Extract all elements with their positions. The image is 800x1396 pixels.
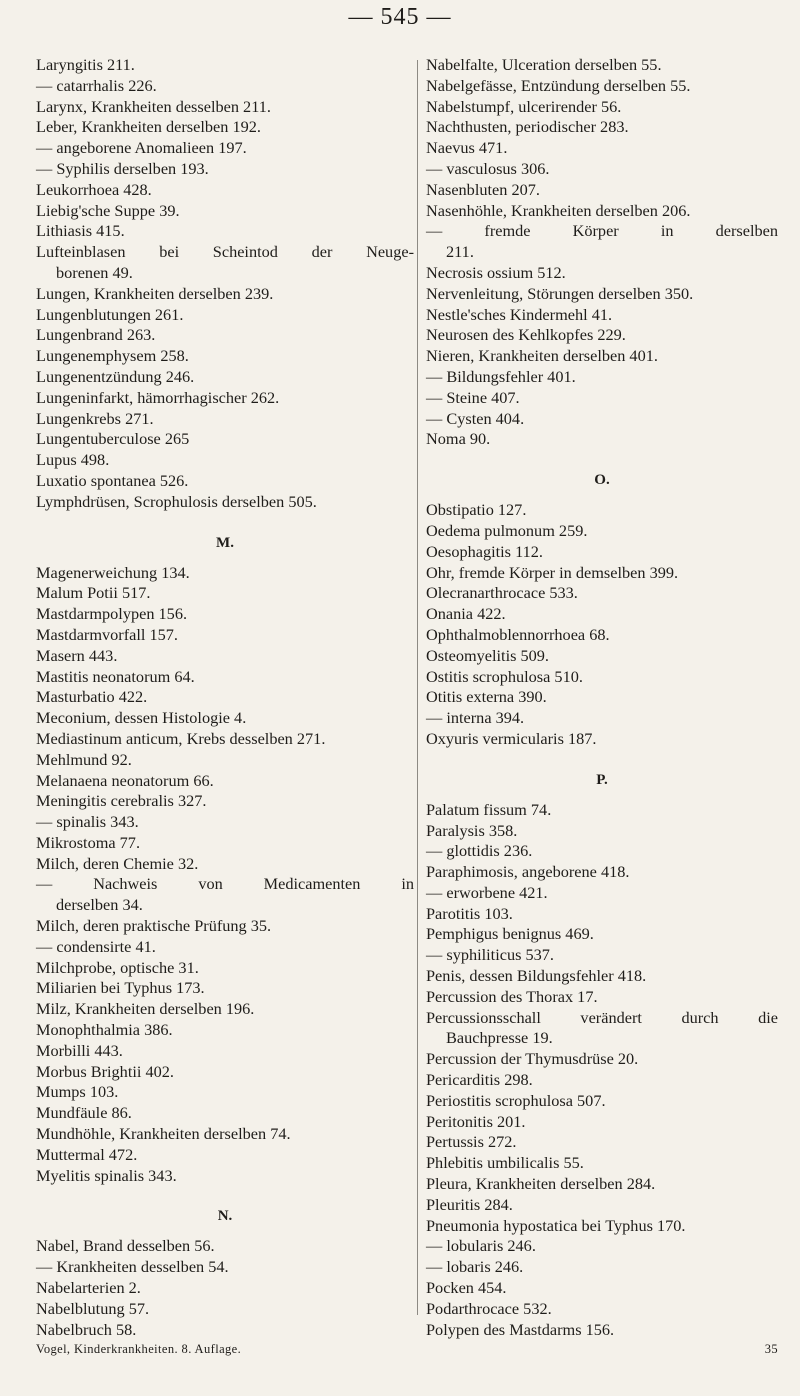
index-entry: Nabelgefässe, Entzündung derselben 55. — [426, 75, 691, 95]
index-entry: Monophthalmia 386. — [36, 1020, 173, 1040]
index-entry: Melanaena neonatorum 66. — [36, 770, 214, 790]
index-entry: — lobaris 246. — [426, 1257, 524, 1277]
index-block-p — [426, 800, 778, 1341]
section-letter-p: P. — [596, 771, 608, 788]
index-entry: Polypen des Mastdarms 156. — [426, 1319, 615, 1339]
index-entry: Oedema pulmonum 259. — [426, 520, 588, 540]
index-entry: derselben 34. — [56, 895, 143, 915]
index-entry: Paraphimosis, angeborene 418. — [426, 862, 630, 882]
index-entry: Neurosen des Kehlkopfes 229. — [426, 325, 626, 345]
index-entry: Osteomyelitis 509. — [426, 645, 550, 665]
signature-row — [426, 1342, 778, 1360]
index-entry: Milchprobe, optische 31. — [36, 957, 199, 977]
index-entry: Olecranarthrocace 533. — [426, 583, 578, 603]
index-block-o — [426, 500, 778, 750]
index-entry: Larynx, Krankheiten desselben 211. — [36, 96, 271, 116]
index-entry: Necrosis ossium 512. — [426, 262, 566, 282]
index-entry: Obstipatio 127. — [426, 500, 527, 520]
index-entry: Liebig'sche Suppe 39. — [36, 200, 180, 220]
index-entry: Onania 422. — [426, 604, 506, 624]
index-entry: — Krankheiten desselben 54. — [36, 1257, 229, 1277]
index-entry: Masern 443. — [36, 645, 118, 665]
section-letter-n: N. — [217, 1208, 233, 1225]
index-entry: Ohr, fremde Körper in demselben 399. — [426, 562, 679, 582]
index-entry: Mastdarmpolypen 156. — [36, 604, 188, 624]
section-letter-o: O. — [594, 472, 610, 489]
index-entry: Periostitis scrophulosa 507. — [426, 1090, 606, 1110]
footer-citation: Vogel, Kinderkrankheiten. 8. Auflage. — [36, 1342, 242, 1357]
index-entry: Penis, dessen Bildungsfehler 418. — [426, 966, 647, 986]
index-entry: Leukorrhoea 428. — [36, 179, 152, 199]
right-column — [426, 55, 778, 1360]
index-entry: — condensirte 41. — [36, 936, 156, 956]
index-block-n-right — [426, 55, 778, 450]
index-entry: — catarrhalis 226. — [36, 75, 157, 95]
index-entry: Nabel, Brand desselben 56. — [36, 1236, 215, 1256]
index-entry: — Bildungsfehler 401. — [426, 366, 576, 386]
index-entry: Lungeninfarkt, hämorrhagischer 262. — [36, 387, 280, 407]
index-entry: Bauchpresse 19. — [446, 1028, 553, 1048]
index-entry: Pleura, Krankheiten derselben 284. — [426, 1174, 656, 1194]
index-entry: 211. — [446, 242, 474, 262]
index-entry: Peritonitis 201. — [426, 1111, 526, 1131]
index-block-m — [36, 563, 414, 1187]
index-entry: — lobularis 246. — [426, 1236, 536, 1256]
index-entry: — Steine 407. — [426, 387, 520, 407]
index-entry: Magenerweichung 134. — [36, 562, 190, 582]
index-entry: Pocken 454. — [426, 1278, 507, 1298]
index-entry: Nachthusten, periodischer 283. — [426, 117, 629, 137]
index-entry: Nestle'sches Kindermehl 41. — [426, 304, 613, 324]
index-entry: Phlebitis umbilicalis 55. — [426, 1153, 584, 1173]
index-entry: Pertussis 272. — [426, 1132, 517, 1152]
index-entry: Mastitis neonatorum 64. — [36, 666, 195, 686]
index-entry: Mastdarmvorfall 157. — [36, 624, 178, 644]
index-entry: — Cysten 404. — [426, 408, 525, 428]
index-entry: Lungentuberculose 265 — [36, 429, 190, 449]
index-entry: Leber, Krankheiten derselben 192. — [36, 117, 261, 137]
index-entry: Paralysis 358. — [426, 820, 518, 840]
index-entry: Nabelstumpf, ulcerirender 56. — [426, 96, 622, 116]
index-entry: Myelitis spinalis 343. — [36, 1165, 177, 1185]
index-entry: Nasenhöhle, Krankheiten derselben 206. — [426, 200, 691, 220]
index-entry: — interna 394. — [426, 708, 525, 728]
index-entry: Milch, deren praktische Prüfung 35. — [36, 916, 272, 936]
index-entry: Percussionsschall verändert durch die — [426, 1007, 778, 1027]
index-entry: Percussion des Thorax 17. — [426, 986, 598, 1006]
index-entry: — glottidis 236. — [426, 841, 533, 861]
index-entry: Nabelfalte, Ulceration derselben 55. — [426, 55, 662, 74]
index-entry: Lungen, Krankheiten derselben 239. — [36, 283, 274, 303]
index-entry: Lupus 498. — [36, 450, 110, 470]
index-entry: — erworbene 421. — [426, 882, 548, 902]
page-number: — 545 — — [348, 4, 452, 30]
index-entry: Laryngitis 211. — [36, 55, 135, 74]
index-entry: Mundhöhle, Krankheiten derselben 74. — [36, 1124, 291, 1144]
index-entry: Nervenleitung, Störungen derselben 350. — [426, 283, 694, 303]
index-entry: Ophthalmoblennorrhoea 68. — [426, 624, 610, 644]
index-entry: Podarthrocace 532. — [426, 1298, 552, 1318]
index-entry: Lymphdrüsen, Scrophulosis derselben 505. — [36, 491, 317, 511]
index-entry: Pemphigus benignus 469. — [426, 924, 594, 944]
index-entry: Mundfäule 86. — [36, 1103, 132, 1123]
index-entry: Lungenblutungen 261. — [36, 304, 184, 324]
index-entry: Percussion der Thymusdrüse 20. — [426, 1049, 639, 1069]
left-column — [36, 55, 414, 1357]
index-entry: — spinalis 343. — [36, 812, 139, 832]
index-entry: Mumps 103. — [36, 1082, 119, 1102]
column-divider — [417, 60, 418, 1315]
index-block-n-left — [36, 1236, 414, 1340]
index-entry: Pneumonia hypostatica bei Typhus 170. — [426, 1215, 686, 1235]
index-entry: Malum Potii 517. — [36, 583, 151, 603]
index-entry: Masturbatio 422. — [36, 687, 148, 707]
index-entry: — fremde Körper in derselben — [426, 221, 778, 241]
index-entry: Lungenentzündung 246. — [36, 366, 195, 386]
index-entry: — vasculosus 306. — [426, 158, 550, 178]
index-entry: Otitis externa 390. — [426, 687, 547, 707]
index-entry: Meconium, dessen Histologie 4. — [36, 708, 247, 728]
index-entry: Nieren, Krankheiten derselben 401. — [426, 346, 658, 366]
index-entry: Morbus Brightii 402. — [36, 1061, 174, 1081]
index-entry: Luxatio spontanea 526. — [36, 470, 189, 490]
index-entry: Parotitis 103. — [426, 903, 513, 923]
index-block-l — [36, 55, 414, 513]
index-entry: Mehlmund 92. — [36, 749, 132, 769]
index-entry: Miliarien bei Typhus 173. — [36, 978, 205, 998]
index-entry: Ostitis scrophulosa 510. — [426, 666, 583, 686]
index-entry: Pleuritis 284. — [426, 1194, 513, 1214]
index-entry: Nasenbluten 207. — [426, 179, 540, 199]
index-entry: Noma 90. — [426, 429, 491, 449]
index-entry: Muttermal 472. — [36, 1144, 138, 1164]
index-entry: borenen 49. — [56, 262, 133, 282]
index-entry: Naevus 471. — [426, 138, 508, 158]
index-entry: Palatum fissum 74. — [426, 799, 552, 819]
index-entry: Lungenbrand 263. — [36, 325, 156, 345]
index-entry: Nabelbruch 58. — [36, 1319, 137, 1339]
index-entry: Nabelarterien 2. — [36, 1278, 141, 1298]
index-entry: Nabelblutung 57. — [36, 1298, 150, 1318]
index-entry: Meningitis cerebralis 327. — [36, 791, 207, 811]
index-entry: — Syphilis derselben 193. — [36, 158, 209, 178]
index-entry: — angeborene Anomalieen 197. — [36, 138, 247, 158]
signature-mark: 35 — [764, 1342, 778, 1357]
index-entry: Lungenemphysem 258. — [36, 346, 189, 366]
index-entry: Pericarditis 298. — [426, 1070, 533, 1090]
index-entry: Mediastinum anticum, Krebs desselben 271. — [36, 728, 326, 748]
index-entry: Lithiasis 415. — [36, 221, 125, 241]
index-entry: Morbilli 443. — [36, 1040, 123, 1060]
index-entry: — Nachweis von Medicamenten in — [36, 874, 414, 894]
index-entry: Oxyuris vermicularis 187. — [426, 728, 597, 748]
index-entry: Lufteinblasen bei Scheintod der Neuge- — [36, 242, 414, 262]
index-entry: Oesophagitis 112. — [426, 541, 543, 561]
section-letter-m: M. — [216, 534, 234, 551]
index-entry: Mikrostoma 77. — [36, 832, 141, 852]
index-entry: — syphiliticus 537. — [426, 945, 554, 965]
index-entry: Lungenkrebs 271. — [36, 408, 154, 428]
index-entry: Milz, Krankheiten derselben 196. — [36, 999, 255, 1019]
index-entry: Milch, deren Chemie 32. — [36, 853, 199, 873]
